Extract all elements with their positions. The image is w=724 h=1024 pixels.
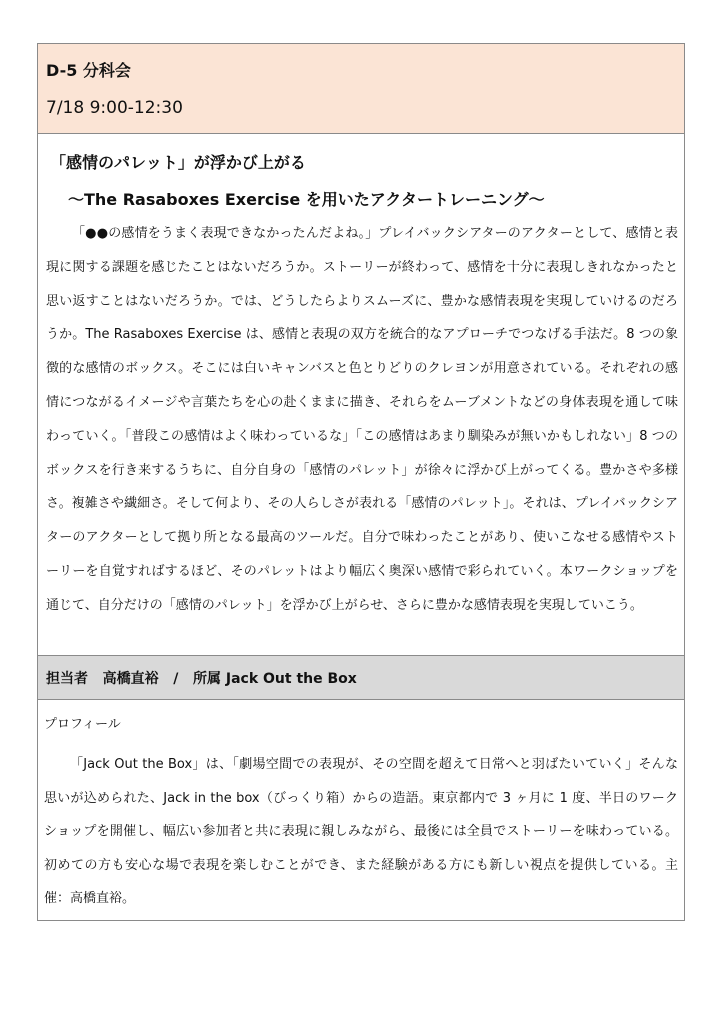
profile-text: 「Jack Out the Box」は、「劇場空間での表現が、その空間を超えて日常へと羽ばたいていく」そんな思いが込められた、Jack in the box（びっくり箱）からの造語。東京都内で 3 ヶ月に 1 度、半日のワークショップを開催し、幅広い参加者と共に表現に親しみながら、最後には全員でストーリーを味わっている。初めての方も安心な場で表現を楽しむことができ、また経験がある方にも新しい視点を提供している。主催：高橋直裕。	[44, 757, 678, 906]
presenter-bar	[37, 655, 685, 699]
session-id: D-5 分科会	[46, 61, 131, 80]
presenter-name: 高橋直裕	[102, 671, 159, 687]
workshop-subtitle: ～The Rasaboxes Exercise を用いたアクタートレーニング～	[68, 190, 545, 209]
workshop-section	[37, 133, 685, 655]
session-datetime: 7/18 9:00-12:30	[46, 98, 183, 118]
workshop-title: 「感情のパレット」が浮かび上がる	[50, 153, 306, 172]
affiliation-name: Jack Out the Box	[225, 671, 357, 687]
affiliation-label: 所属	[193, 671, 221, 687]
profile-label: プロフィール	[44, 717, 121, 732]
workshop-description: 「●●の感情をうまく表現できなかったんだよね。」プレイバックシアターのアクターとして、感情と表現に関する課題を感じたことはないだろうか。ストーリーが終わって、感情を十分に表現しきれなかったと思い返すことはないだろうか。では、どうしたらよりスムーズに、豊かな感情表現を実現していけるのだろうか。The Rasaboxes Exercise は、感情と表現の双方を統合的なアプローチでつなげる手法だ。8 つの象徴的な感情のボックス。そこには白いキャンバスと色とりどりのクレヨンが用意されている。それぞれの感情につながるイメージや言葉たちを心の赴くままに描き、それらをムーブメントなどの身体表現を通して味わっていく。「普段この感情はよく味わっているな」「この感情はあまり馴染みが無いかもしれない」8 つのボックスを行き来するうちに、自分自身の「感情のパレット」が徐々に浮かび上がってくる。豊かさや多様さ。複雑さや繊細さ。そして何より、その人らしさが表れる「感情のパレット」。それは、プレイバックシアターのアクターとして拠り所となる最高のツールだ。自分で味わったことがあり、使いこなせる感情やストーリーを自覚すればするほど、そのパレットはより幅広く奥深い感情で彩られていく。本ワークショップを通じて、自分だけの「感情のパレット」を浮かび上がらせ、さらに豊かな感情表現を実現していこう。	[46, 226, 678, 613]
session-document	[37, 43, 685, 921]
presenter-label: 担当者	[46, 671, 88, 687]
presenter-separator: /	[173, 671, 179, 687]
profile-section	[37, 699, 685, 921]
session-header	[37, 43, 685, 133]
